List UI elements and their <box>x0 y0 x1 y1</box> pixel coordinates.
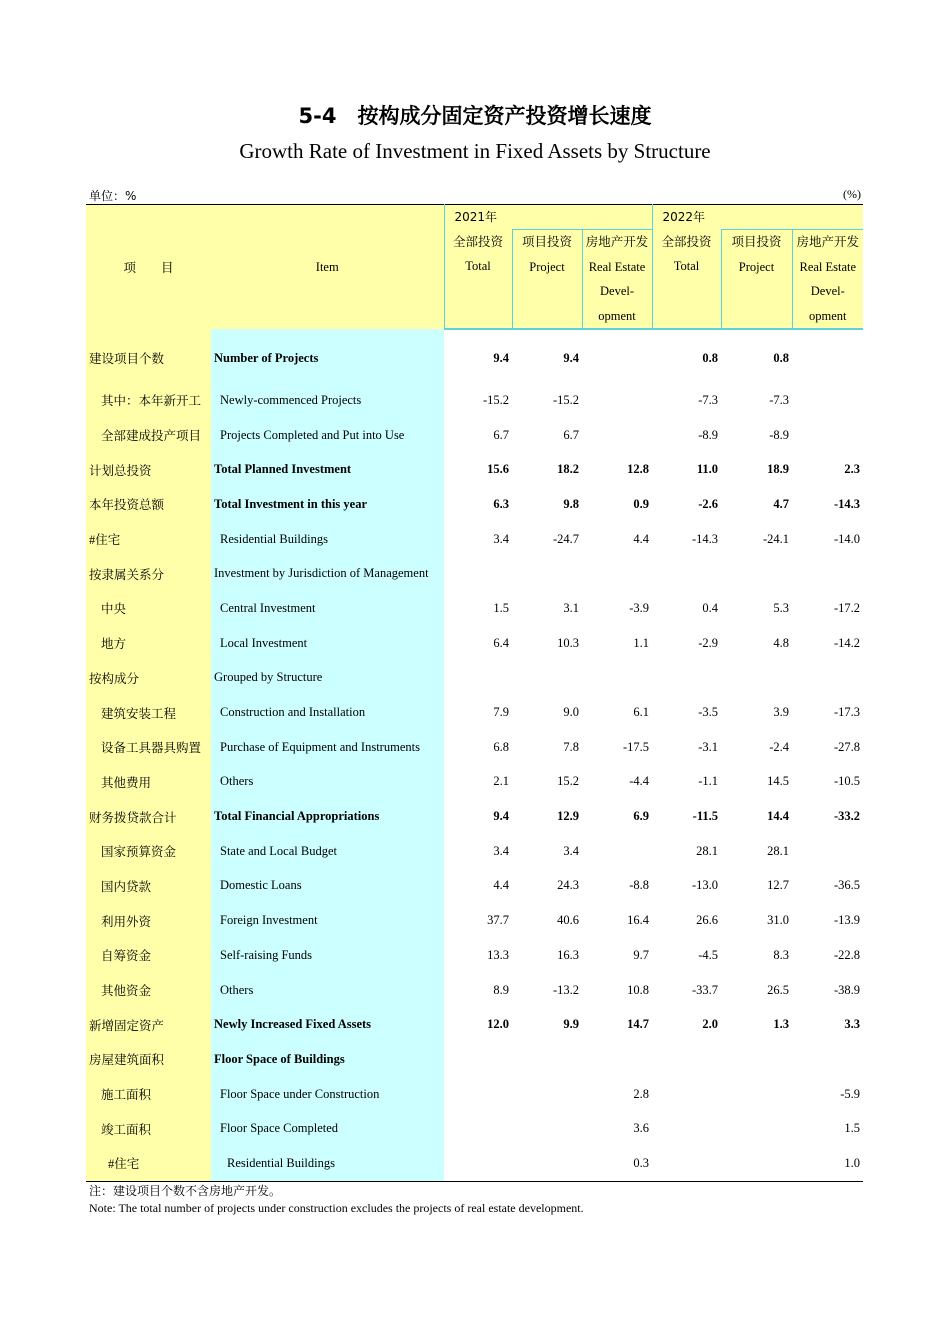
cell-2022-total: -4.5 <box>698 947 719 962</box>
footnote-chinese: 注：建设项目个数不含房地产开发。 <box>89 1184 282 1198</box>
cell-2021-realestate: 12.8 <box>627 462 650 477</box>
row-label-cn: 计划总投资 <box>86 452 211 487</box>
cell-2021-project: 9.9 <box>563 1017 579 1032</box>
cell-2021-realestate: 16.4 <box>627 913 650 928</box>
cell-2022-realestate: 1.0 <box>792 1146 863 1181</box>
cell-2021-realestate: 6.9 <box>633 809 650 824</box>
row-label-cn: 建设项目个数 <box>86 329 211 383</box>
row-label-en: Total Planned Investment <box>211 452 444 487</box>
unit-label-english: (%) <box>843 187 861 201</box>
cell-2022-total: 26.6 <box>696 913 719 928</box>
cell-2022-realestate: 1.5 <box>844 1121 861 1136</box>
cell-2021-realestate: 0.3 <box>582 1146 652 1181</box>
cell-2021-project: 3.4 <box>563 843 579 858</box>
header-col-realestate-2021: 房地产开发 Real Estate Devel- opment <box>582 230 652 330</box>
cell-2022-realestate: -38.9 <box>834 982 861 997</box>
row-label-en: Newly-commenced Projects <box>211 383 444 418</box>
row-label-en: Self-raising Funds <box>211 938 444 973</box>
cell-2022-realestate: -27.8 <box>834 739 861 754</box>
cell-2022-total: -33.7 <box>691 982 719 997</box>
cell-2021-total: 6.7 <box>493 427 509 442</box>
cell-2021-project: 7.8 <box>563 739 579 754</box>
cell-2022-realestate: -17.2 <box>834 600 861 615</box>
table-row <box>86 556 863 591</box>
table-row <box>86 522 863 557</box>
table-row <box>86 799 863 834</box>
cell-2022-realestate <box>792 1042 863 1077</box>
cell-2022-project: 14.4 <box>767 809 790 824</box>
cell-2021-realestate: -17.5 <box>622 739 650 754</box>
cell-2022-total <box>652 1042 721 1077</box>
cell-2021-total: 6.4 <box>493 635 509 650</box>
cell-2021-total: 8.9 <box>493 982 509 997</box>
row-label-cn: 财务拨贷款合计 <box>86 799 211 834</box>
cell-2021-project: 12.9 <box>557 809 579 824</box>
cell-2021-realestate <box>582 329 652 383</box>
table-row <box>86 765 863 800</box>
row-label-cn: 施工面积 <box>86 1077 211 1112</box>
cell-2021-project: 6.7 <box>563 427 579 442</box>
row-label-cn: #住宅 <box>86 1146 211 1181</box>
cell-2022-realestate <box>792 418 863 453</box>
cell-2022-project: 4.8 <box>773 635 790 650</box>
cell-2022-total <box>652 1111 721 1146</box>
cell-2021-project: -13.2 <box>552 982 579 997</box>
cell-2022-total: 2.0 <box>702 1017 719 1032</box>
cell-2021-realestate <box>582 556 652 591</box>
cell-2022-total <box>652 661 721 696</box>
cell-2022-project <box>721 556 792 591</box>
cell-2021-project: 24.3 <box>557 878 579 893</box>
table-row <box>86 730 863 765</box>
cell-2021-project: 9.4 <box>563 351 579 365</box>
cell-2022-total <box>652 1146 721 1181</box>
cell-2022-total: -3.5 <box>698 705 719 720</box>
cell-2021-total <box>444 1042 512 1077</box>
table-row <box>86 869 863 904</box>
header-col-total-2022: 全部投资 Total <box>652 230 721 330</box>
cell-2021-realestate <box>582 418 652 453</box>
row-label-en: Purchase of Equipment and Instruments <box>211 730 444 765</box>
table-row <box>86 973 863 1008</box>
row-label-cn: 设备工具器具购置 <box>86 730 211 765</box>
row-label-cn: 其他资金 <box>86 973 211 1008</box>
row-label-en: Floor Space under Construction <box>211 1077 444 1112</box>
cell-2021-total <box>444 1077 512 1112</box>
cell-2022-project: -24.1 <box>762 531 790 546</box>
cell-2021-total: 3.4 <box>493 531 509 546</box>
cell-2021-realestate: 14.7 <box>627 1017 650 1032</box>
cell-2021-project: -24.7 <box>552 531 579 546</box>
cell-2021-total: 37.7 <box>487 913 509 928</box>
cell-2021-total <box>444 1111 512 1146</box>
row-label-cn: 其中：本年新开工 <box>86 383 211 418</box>
row-label-en: Residential Buildings <box>211 522 444 557</box>
row-label-cn: 中央 <box>86 591 211 626</box>
cell-2021-project <box>512 661 582 696</box>
cell-2022-realestate: 2.3 <box>844 462 861 477</box>
cell-2022-total: -3.1 <box>698 739 719 754</box>
cell-2022-total: -7.3 <box>698 392 719 407</box>
cell-2022-project: 3.9 <box>773 705 790 720</box>
cell-2022-total: -2.6 <box>698 496 719 511</box>
cell-2021-project: -15.2 <box>552 392 579 407</box>
cell-2021-project <box>512 1042 582 1077</box>
table-row <box>86 1042 863 1077</box>
row-label-cn: 新增固定资产 <box>86 1007 211 1042</box>
cell-2022-project <box>721 1077 792 1112</box>
row-label-cn: #住宅 <box>86 522 211 557</box>
cell-2021-realestate <box>582 383 652 418</box>
cell-2022-project: 31.0 <box>767 913 790 928</box>
row-label-en: Grouped by Structure <box>211 661 444 696</box>
table-row <box>86 1077 863 1112</box>
table-row <box>86 418 863 453</box>
table-row <box>86 1007 863 1042</box>
cell-2021-total: 6.3 <box>493 496 509 511</box>
row-label-en: State and Local Budget <box>211 834 444 869</box>
cell-2021-project <box>512 1111 582 1146</box>
row-label-cn: 按构成分 <box>86 661 211 696</box>
cell-2022-project: 28.1 <box>767 843 790 858</box>
cell-2022-project <box>721 1146 792 1181</box>
table-row <box>86 591 863 626</box>
cell-2021-total: -15.2 <box>482 392 509 407</box>
cell-2021-total: 2.1 <box>493 774 509 789</box>
row-label-en: Others <box>211 765 444 800</box>
cell-2022-project: 8.3 <box>773 947 790 962</box>
cell-2022-total: 0.4 <box>702 600 719 615</box>
cell-2021-project <box>512 1146 582 1181</box>
table-row <box>86 903 863 938</box>
cell-2022-realestate: -22.8 <box>834 947 861 962</box>
cell-2021-project: 40.6 <box>557 913 579 928</box>
cell-2021-project <box>512 556 582 591</box>
cell-2021-project: 15.2 <box>557 774 579 789</box>
cell-2021-total: 4.4 <box>493 878 509 893</box>
row-label-en: Construction and Installation <box>211 695 444 730</box>
cell-2022-realestate: -13.9 <box>834 913 861 928</box>
cell-2022-project: 4.7 <box>773 496 790 511</box>
cell-2022-realestate <box>792 383 863 418</box>
cell-2021-realestate: 3.6 <box>633 1121 650 1136</box>
cell-2021-total <box>444 1146 512 1181</box>
cell-2021-project: 16.3 <box>557 947 579 962</box>
row-label-en: Central Investment <box>211 591 444 626</box>
table-row <box>86 452 863 487</box>
table-row <box>86 695 863 730</box>
header-item-cn: 项 目 <box>86 205 211 330</box>
cell-2022-realestate: -10.5 <box>834 774 861 789</box>
row-label-en: Investment by Jurisdiction of Management <box>211 556 444 591</box>
cell-2021-project: 10.3 <box>557 635 579 650</box>
row-label-cn: 地方 <box>86 626 211 661</box>
row-label-cn: 自筹资金 <box>86 938 211 973</box>
row-label-cn: 建筑安装工程 <box>86 695 211 730</box>
page-title-english: Growth Rate of Investment in Fixed Assets by Structure <box>239 139 711 163</box>
row-label-en: Newly Increased Fixed Assets <box>211 1007 444 1042</box>
cell-2021-realestate: 0.9 <box>633 496 650 511</box>
cell-2022-project: 14.5 <box>767 774 790 789</box>
row-label-cn: 按隶属关系分 <box>86 556 211 591</box>
cell-2022-project: 12.7 <box>767 878 790 893</box>
row-label-en: Number of Projects <box>211 329 444 383</box>
header-year-2021: 2021年 <box>444 205 652 230</box>
cell-2022-project: 1.3 <box>773 1017 790 1032</box>
table-row <box>86 661 863 696</box>
cell-2022-realestate <box>792 661 863 696</box>
growth-rate-table <box>86 204 863 1182</box>
row-label-cn: 国家预算资金 <box>86 834 211 869</box>
cell-2022-project: -7.3 <box>769 392 790 407</box>
unit-label-chinese: 单位：% <box>89 189 137 203</box>
cell-2022-total: -13.0 <box>691 878 719 893</box>
cell-2021-total: 7.9 <box>493 705 509 720</box>
cell-2021-realestate <box>582 661 652 696</box>
cell-2022-project: -2.4 <box>769 739 790 754</box>
cell-2021-realestate <box>582 834 652 869</box>
cell-2021-realestate: 1.1 <box>633 635 650 650</box>
row-label-cn: 竣工面积 <box>86 1111 211 1146</box>
cell-2022-project: 26.5 <box>767 982 790 997</box>
cell-2021-total: 1.5 <box>493 600 509 615</box>
table-row <box>86 487 863 522</box>
cell-2022-total <box>652 556 721 591</box>
cell-2022-total: -2.9 <box>698 635 719 650</box>
row-label-cn: 国内贷款 <box>86 869 211 904</box>
cell-2022-total: 0.8 <box>702 351 719 365</box>
row-label-en: Total Financial Appropriations <box>211 799 444 834</box>
row-label-cn: 房屋建筑面积 <box>86 1042 211 1077</box>
cell-2021-realestate <box>582 1042 652 1077</box>
cell-2021-total: 9.4 <box>493 809 509 824</box>
cell-2021-total: 15.6 <box>487 462 509 477</box>
cell-2022-total <box>652 1077 721 1112</box>
row-label-cn: 利用外资 <box>86 903 211 938</box>
cell-2022-total: -11.5 <box>692 809 719 824</box>
cell-2021-total: 13.3 <box>487 947 509 962</box>
row-label-en: Others <box>211 973 444 1008</box>
cell-2022-total: 11.0 <box>696 462 719 477</box>
cell-2022-realestate: -14.3 <box>834 496 861 511</box>
cell-2021-realestate: 10.8 <box>627 982 650 997</box>
cell-2022-project: 18.9 <box>767 462 790 477</box>
row-label-cn: 本年投资总额 <box>86 487 211 522</box>
table-row <box>86 626 863 661</box>
cell-2021-project <box>512 1077 582 1112</box>
cell-2022-realestate <box>792 556 863 591</box>
row-label-en: Total Investment in this year <box>211 487 444 522</box>
cell-2022-realestate <box>792 329 863 383</box>
table-row <box>86 834 863 869</box>
cell-2021-realestate: 6.1 <box>633 705 650 720</box>
cell-2022-total: 28.1 <box>696 843 719 858</box>
header-col-realestate-2022: 房地产开发 Real Estate Devel- opment <box>792 230 863 330</box>
cell-2021-total <box>444 661 512 696</box>
row-label-en: Local Investment <box>211 626 444 661</box>
header-col-project-2022: 项目投资 Project <box>721 230 792 330</box>
row-label-cn: 其他费用 <box>86 765 211 800</box>
cell-2021-realestate: -8.8 <box>629 878 650 893</box>
cell-2022-project: 5.3 <box>773 600 790 615</box>
page-title-chinese: 5-4 按构成分固定资产投资增长速度 <box>298 104 652 128</box>
cell-2021-project: 9.0 <box>563 705 579 720</box>
cell-2022-realestate: -17.3 <box>834 705 861 720</box>
row-label-en: Residential Buildings <box>211 1146 444 1181</box>
cell-2022-realestate: -5.9 <box>840 1086 861 1101</box>
cell-2021-total: 6.8 <box>493 739 509 754</box>
cell-2021-total: 9.4 <box>493 351 509 365</box>
header-item-en: Item <box>211 205 444 330</box>
header-year-2022: 2022年 <box>652 205 863 230</box>
table-row <box>86 938 863 973</box>
table-row <box>86 1146 863 1181</box>
cell-2022-project: 0.8 <box>773 351 790 365</box>
cell-2022-realestate: 3.3 <box>844 1017 861 1032</box>
cell-2022-realestate: -36.5 <box>834 878 861 893</box>
footnote-english: Note: The total number of projects under construction excludes the projects of real estate development. <box>89 1201 584 1215</box>
row-label-en: Projects Completed and Put into Use <box>211 418 444 453</box>
cell-2021-project: 9.8 <box>563 496 579 511</box>
cell-2021-realestate: -4.4 <box>629 774 650 789</box>
cell-2022-project <box>721 1111 792 1146</box>
cell-2021-realestate: 9.7 <box>633 947 650 962</box>
header-col-total-2021: 全部投资 Total <box>444 230 512 330</box>
cell-2021-project: 18.2 <box>557 462 579 477</box>
cell-2021-project: 3.1 <box>563 600 579 615</box>
cell-2022-project: -8.9 <box>769 427 790 442</box>
row-label-cn: 全部建成投产项目 <box>86 418 211 453</box>
cell-2021-total: 12.0 <box>487 1017 509 1032</box>
cell-2021-total <box>444 556 512 591</box>
cell-2022-total: -8.9 <box>698 427 719 442</box>
cell-2022-realestate: -33.2 <box>834 809 861 824</box>
cell-2022-realestate: -14.2 <box>834 635 861 650</box>
cell-2022-project <box>721 1042 792 1077</box>
cell-2022-realestate: -14.0 <box>834 531 861 546</box>
cell-2021-realestate: 2.8 <box>633 1086 650 1101</box>
table-row <box>86 329 863 383</box>
cell-2022-project <box>721 661 792 696</box>
table-row <box>86 383 863 418</box>
row-label-en: Floor Space Completed <box>211 1111 444 1146</box>
row-label-en: Foreign Investment <box>211 903 444 938</box>
cell-2021-realestate: -3.9 <box>629 600 650 615</box>
row-label-en: Floor Space of Buildings <box>211 1042 444 1077</box>
table-row <box>86 1111 863 1146</box>
cell-2022-realestate <box>792 834 863 869</box>
header-col-project-2021: 项目投资 Project <box>512 230 582 330</box>
row-label-en: Domestic Loans <box>211 869 444 904</box>
cell-2021-total: 3.4 <box>493 843 509 858</box>
cell-2022-total: -1.1 <box>698 774 719 789</box>
cell-2022-total: -14.3 <box>691 531 719 546</box>
cell-2021-realestate: 4.4 <box>633 531 650 546</box>
